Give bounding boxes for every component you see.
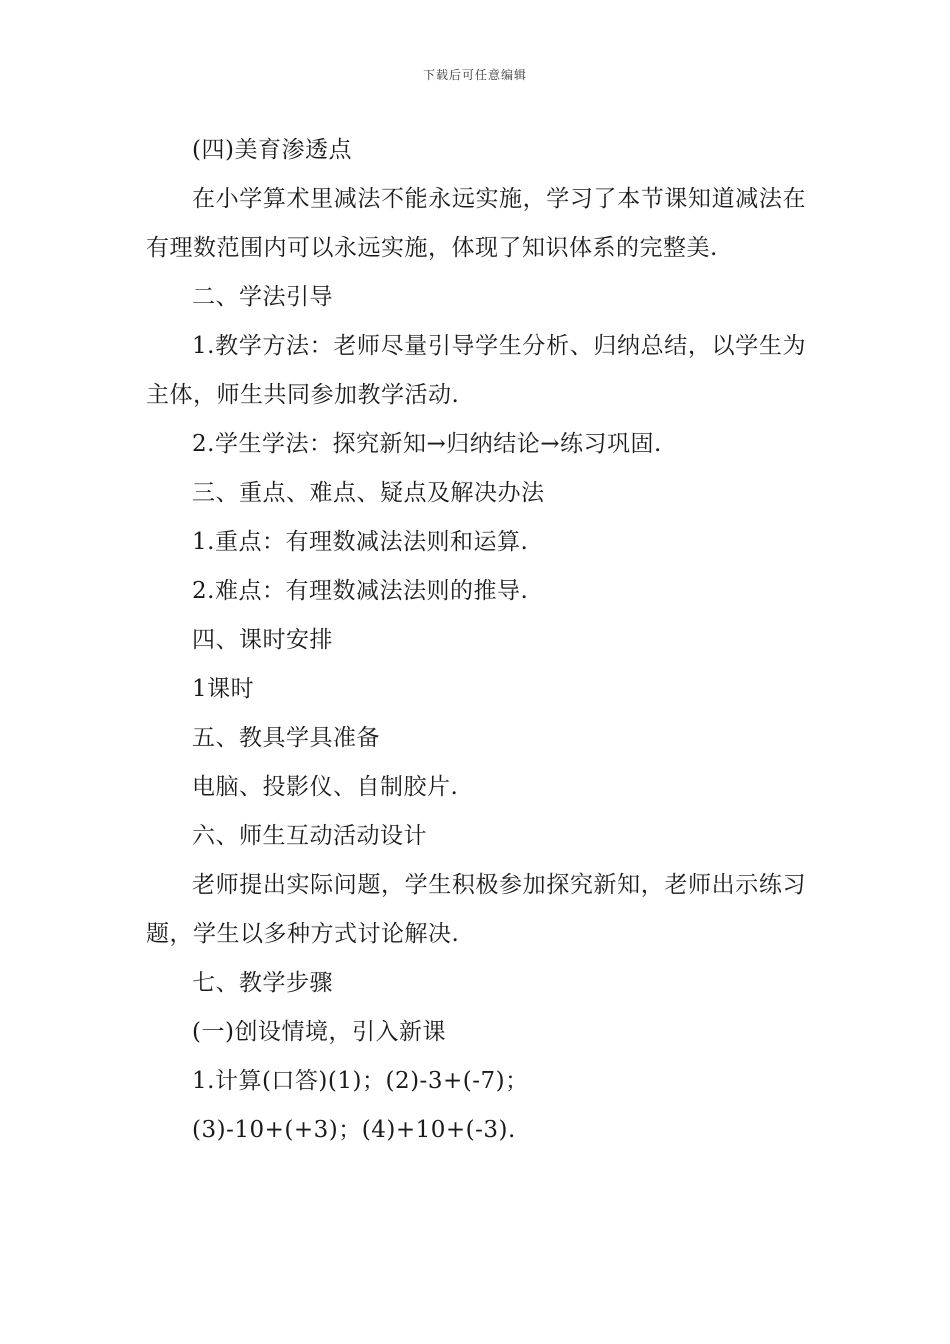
paragraph-aesthetic: 在小学算术里减法不能永远实施，学习了本节课知道减法在有理数范围内可以永远实施，体现了知识体系的完整美. [146, 186, 806, 261]
document-body [146, 126, 806, 1155]
paragraph-interaction: 老师提出实际问题，学生积极参加探究新知，老师出示练习题，学生以多种方式讨论解决. [146, 872, 806, 947]
section-heading-study-guide: 二、学法引导 [192, 284, 333, 310]
paragraph-exercise-2: (3)-10+(+3)；(4)+10+(-3). [192, 1117, 516, 1143]
subheading-intro: (一)创设情境，引入新课 [192, 1019, 446, 1045]
section-heading-schedule: 四、课时安排 [192, 627, 333, 653]
section-heading-aesthetic: (四)美育渗透点 [192, 137, 352, 163]
paragraph-materials: 电脑、投影仪、自制胶片. [192, 774, 459, 800]
paragraph-schedule: 1课时 [192, 676, 255, 702]
section-heading-interaction: 六、师生互动活动设计 [192, 823, 427, 849]
paragraph-teaching-method: 1.教学方法：老师尽量引导学生分析、归纳总结，以学生为主体，师生共同参加教学活动. [146, 333, 806, 408]
paragraph-exercise-1: 1.计算(口答)(1)；(2)-3+(-7)； [192, 1068, 529, 1094]
section-heading-steps: 七、教学步骤 [192, 970, 333, 996]
header-note: 下载后可任意编辑 [422, 68, 527, 82]
section-heading-key-points: 三、重点、难点、疑点及解决办法 [192, 480, 545, 506]
section-heading-materials: 五、教具学具准备 [192, 725, 380, 751]
paragraph-key-point: 1.重点：有理数减法法则和运算. [192, 529, 529, 555]
paragraph-student-method: 2.学生学法：探究新知→归纳结论→练习巩固. [192, 431, 662, 457]
paragraph-difficult-point: 2.难点：有理数减法法则的推导. [192, 578, 529, 604]
